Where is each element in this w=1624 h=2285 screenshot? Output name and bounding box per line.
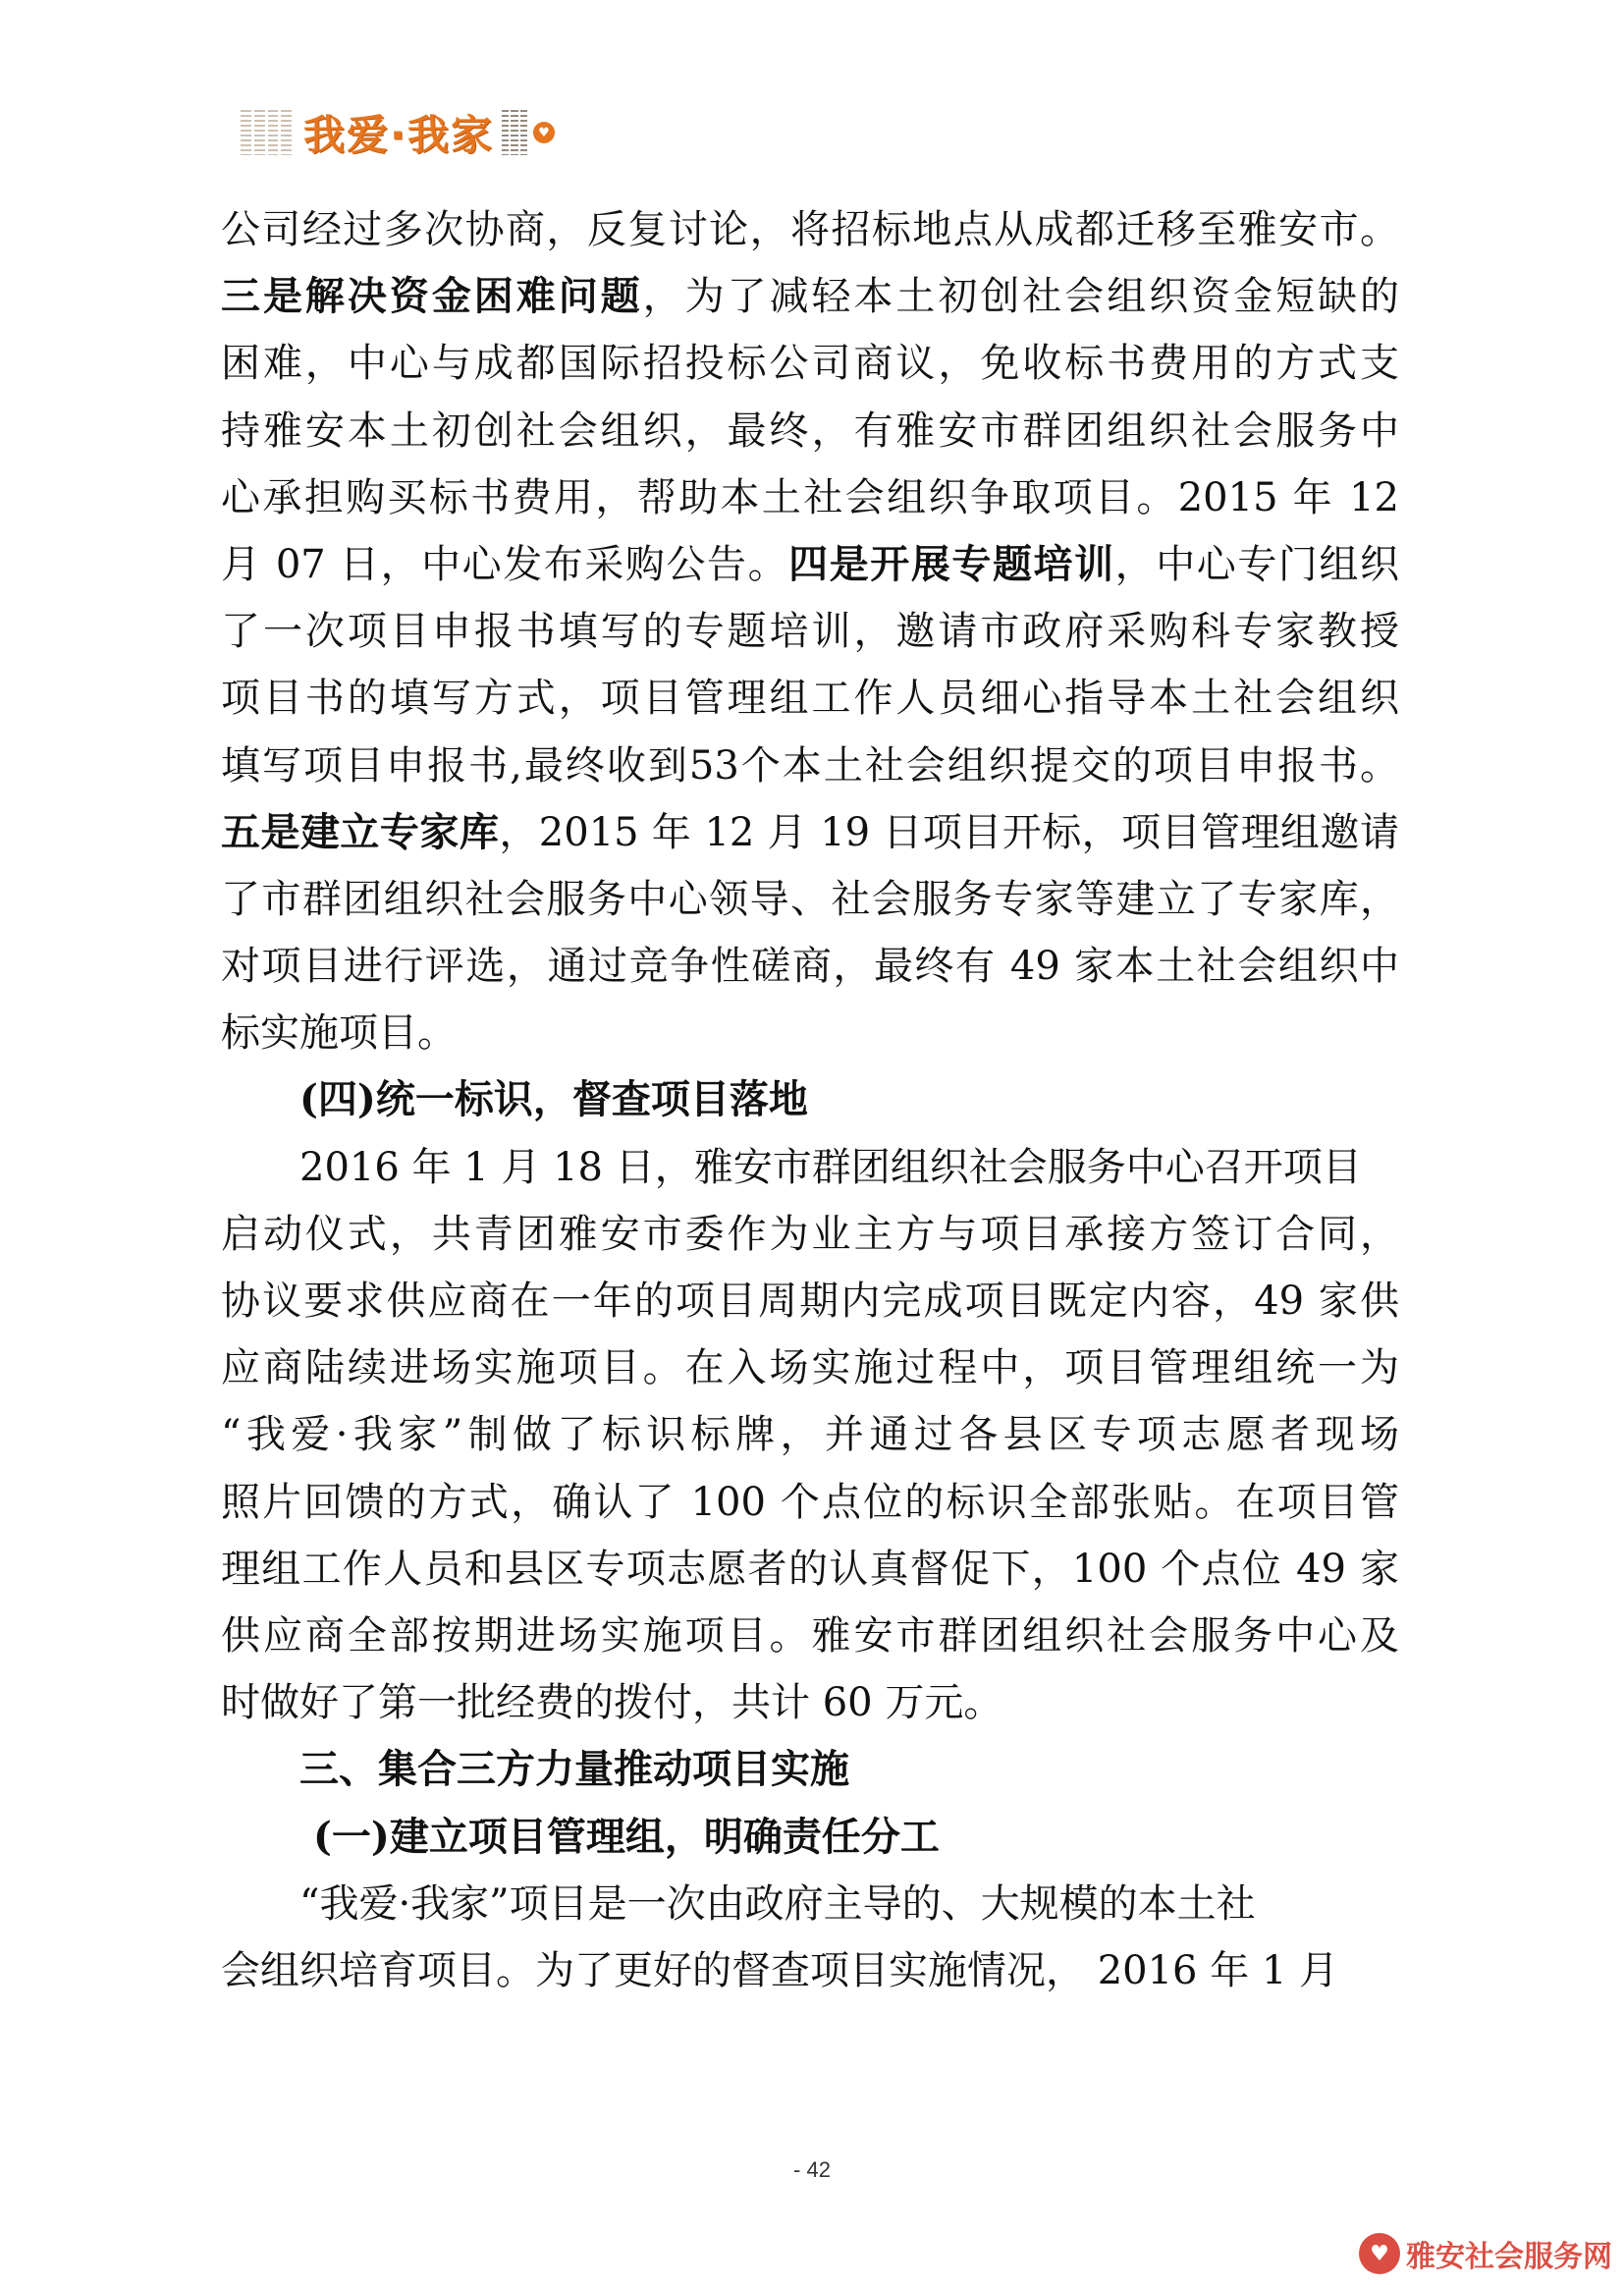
section-heading (221, 1736, 1399, 1803)
paragraph-line (221, 1603, 1399, 1669)
section-heading (221, 1804, 1399, 1871)
text-segment: 项目书的填写方式，项目管理组工作人员细心指导本土社会组织 (221, 676, 1399, 722)
text-segment: ，为了减轻本土初创社会组织资金短缺的 (642, 274, 1400, 320)
bold-phrase: 三是解决资金困难问题 (221, 273, 643, 320)
text-segment: 了市群团组织社会服务中心领导、社会服务专家等建立了专家库， (221, 876, 1399, 922)
page-number: - 42 (793, 2157, 831, 2182)
paragraph-line (221, 733, 1399, 799)
text-segment: 持雅安本土初创社会组织，最终，有雅安市群团组织社会服务中 (221, 408, 1399, 454)
text-segment: 理组工作人员和县区专项志愿者的认真督促下，100 个点位 49 家 (221, 1546, 1399, 1592)
paragraph-line (221, 1201, 1399, 1268)
paragraph-line (221, 1937, 1399, 2004)
paragraph-line (221, 1669, 1399, 1736)
paragraph-line (221, 1268, 1399, 1334)
text-segment: ，2015 年 12 月 19 日项目开标，项目管理组邀请 (499, 809, 1399, 855)
logo-small-print (241, 110, 292, 155)
paragraph-line (221, 263, 1399, 330)
text-segment: “我爱·我家”制做了标识标牌，并通过各县区专项志愿者现场 (221, 1412, 1399, 1458)
text-segment: 公司经过多次协商，反复讨论，将招标地点从成都迁移至雅安市。 (221, 207, 1399, 252)
watermark-text: 雅安社会服务网 (1406, 2240, 1612, 2274)
paragraph-line (221, 665, 1399, 732)
paragraph-line (221, 1401, 1399, 1468)
paragraph-line (221, 799, 1399, 866)
paragraph-line (221, 1469, 1399, 1536)
bold-phrase: 四是开展专题培训 (788, 540, 1115, 587)
paragraph-line (221, 1000, 1399, 1066)
text-segment: 协议要求供应商在一年的项目周期内完成项目既定内容，49 家供 (221, 1279, 1399, 1324)
text-segment: 困难，中心与成都国际招投标公司商议，免收标书费用的方式支 (221, 341, 1399, 387)
paragraph-line (221, 1134, 1399, 1201)
text-segment: 了一次项目申报书填写的专题培训，邀请市政府采购科专家教授 (221, 609, 1399, 655)
text-segment: 填写项目申报书,最终收到53个本土社会组织提交的项目申报书。 (221, 742, 1399, 789)
paragraph-line (221, 196, 1399, 263)
paragraph-line (221, 531, 1399, 598)
text-segment: 供应商全部按期进场实施项目。雅安市群团组织社会服务中心及 (221, 1612, 1399, 1659)
text-segment: 启动仪式，共青团雅安市委作为业主方与项目承接方签订合同， (221, 1211, 1399, 1257)
text-segment: 时做好了第一批经费的拨付，共计 60 万元。 (221, 1680, 1003, 1726)
text-segment: 三、集合三方力量推动项目实施 (299, 1746, 849, 1793)
paragraph-line (221, 398, 1399, 464)
paragraph-line (221, 1536, 1399, 1603)
paragraph-line (221, 866, 1399, 933)
text-segment: 会组织培育项目。为了更好的督查项目实施情况， 2016 年 1 月 (221, 1947, 1339, 1993)
text-segment: (一)建立项目管理组，明确责任分工 (313, 1813, 940, 1860)
text-segment: 2016 年 1 月 18 日，雅安市群团组织社会服务中心召开项目 (299, 1144, 1362, 1190)
paragraph-line (221, 933, 1399, 1000)
text-segment: “我爱·我家”项目是一次由政府主导的、大规模的本土社 (299, 1880, 1256, 1927)
bold-phrase: 五是建立专家库 (221, 808, 500, 855)
text-segment: 照片回馈的方式，确认了 100 个点位的标识全部张贴。在项目管 (221, 1479, 1399, 1525)
text-segment: 心承担购买标书费用，帮助本土社会组织争取项目。2015 年 12 (221, 474, 1399, 520)
header-logo (241, 103, 555, 162)
text-segment: 标实施项目。 (221, 1010, 457, 1057)
text-segment: 对项目进行评选，通过竞争性磋商，最终有 49 家本土社会组织中 (221, 944, 1399, 990)
paragraph-line (221, 464, 1399, 531)
paragraph-line (221, 598, 1399, 665)
text-segment: (四)统一标识，督查项目落地 (299, 1076, 808, 1123)
text-segment: ，中心专门组织 (1114, 541, 1400, 587)
paragraph-line (221, 330, 1399, 397)
heart-icon: ♥ (533, 122, 555, 143)
logo-text: 我爱·我家 (303, 111, 494, 159)
paragraph-line (221, 1871, 1399, 1937)
paragraph-line (221, 1334, 1399, 1401)
heart-logo-icon: ♥ (1359, 2233, 1400, 2274)
text-segment: 月 07 日，中心发布采购公告。 (221, 541, 789, 587)
logo-side-print (502, 110, 527, 155)
text-segment: 应商陆续进场实施项目。在入场实施过程中，项目管理组统一为 (221, 1345, 1399, 1391)
watermark (1359, 2232, 1612, 2275)
document-body (221, 196, 1399, 2004)
section-heading (221, 1066, 1399, 1133)
